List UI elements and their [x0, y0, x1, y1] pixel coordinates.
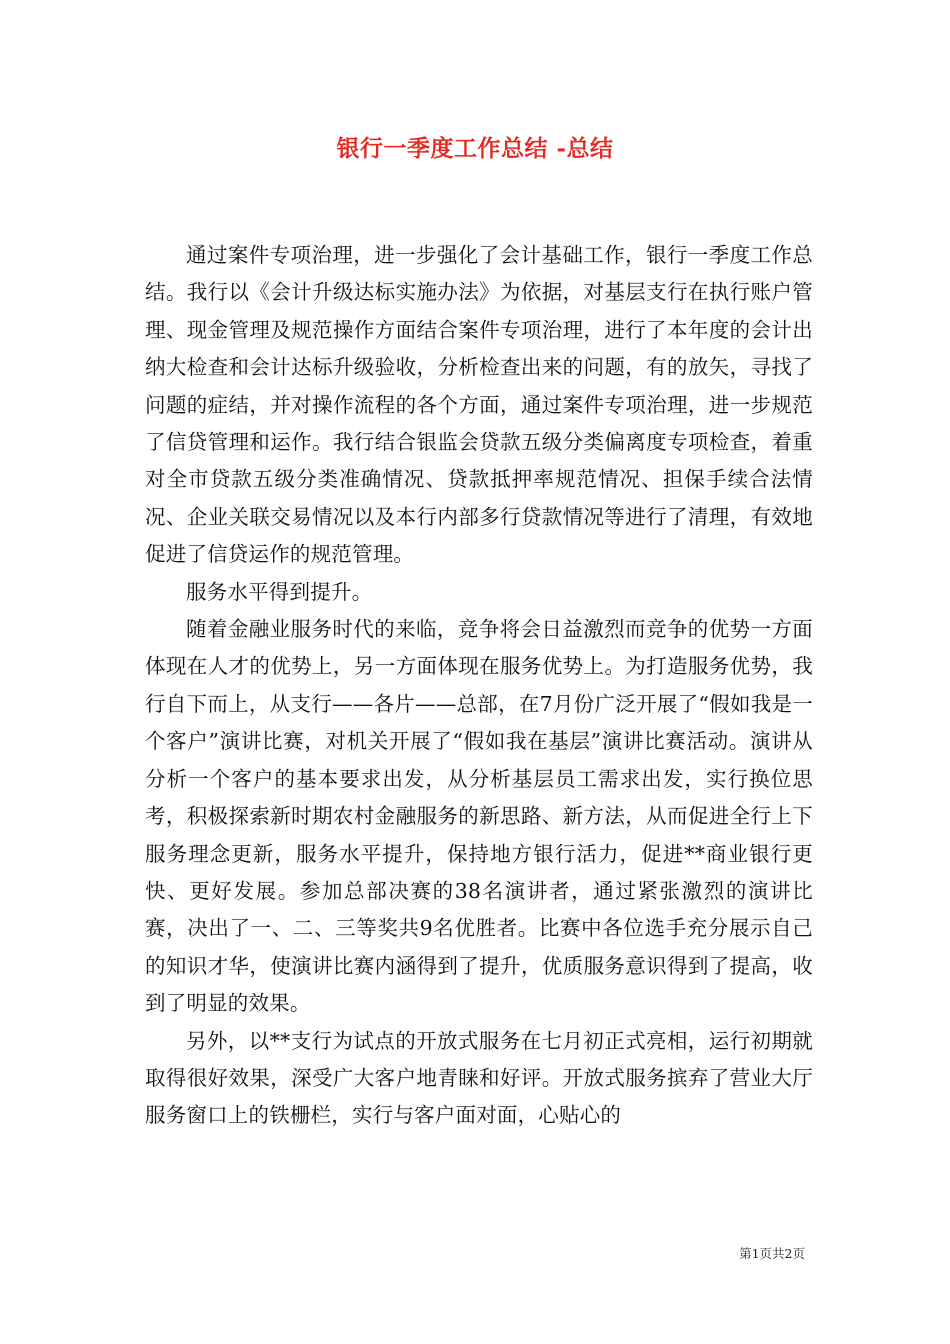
document-title: 银行一季度工作总结 -总结 — [336, 135, 614, 162]
paragraph: 服务水平得到提升。 — [186, 579, 373, 604]
paragraph: 通过案件专项治理，进一步强化了会计基础工作，银行一季度工作总结。我行以《会计升级达标实施办法》为依据，对基层支行在执行账户管理、现金管理及规范操作方面结合案件专项治理，进行了本年度的会计出纳大检查和会计达标升级验收，分析检查出来的问题，有的放矢，寻找了问题的症结，并对操作流程的各个方面，通过案件专项治理，进一步规范了信贷管理和运作。我行结合银监会贷款五级分类偏离度专项检查，着重对全市贷款五级分类准确情况、贷款抵押率规范情况、担保手续合法情况、企业关联交易情况以及本行内部多行贷款情况等进行了清理，有效地促进了信贷运作的规范管理。 — [145, 243, 813, 567]
paragraph: 另外，以**支行为试点的开放式服务在七月初正式亮相，运行初期就取得很好效果，深受广大客户地青睐和好评。开放式服务摈弃了营业大厅服务窗口上的铁栅栏，实行与客户面对面，心贴心的 — [145, 1028, 813, 1128]
page-number: 第1页共2页 — [739, 1246, 805, 1261]
document-body — [145, 237, 813, 1135]
paragraph: 随着金融业服务时代的来临，竞争将会日益激烈而竞争的优势一方面体现在人才的优势上，另一方面体现在服务优势上。为打造服务优势，我行自下而上，从支行——各片——总部，在7月份广泛开展了“假如我是一个客户”演讲比赛，对机关开展了“假如我在基层”演讲比赛活动。演讲从分析一个客户的基本要求出发，从分析基层员工需求出发，实行换位思考，积极探索新时期农村金融服务的新思路、新方法，从而促进全行上下服务理念更新，服务水平提升，保持地方银行活力，促进**商业银行更快、更好发展。参加总部决赛的38名演讲者，通过紧张激烈的演讲比赛，决出了一、二、三等奖共9名优胜者。比赛中各位选手充分展示自己的知识才华，使演讲比赛内涵得到了提升，优质服务意识得到了提高，收到了明显的效果。 — [145, 617, 813, 1016]
